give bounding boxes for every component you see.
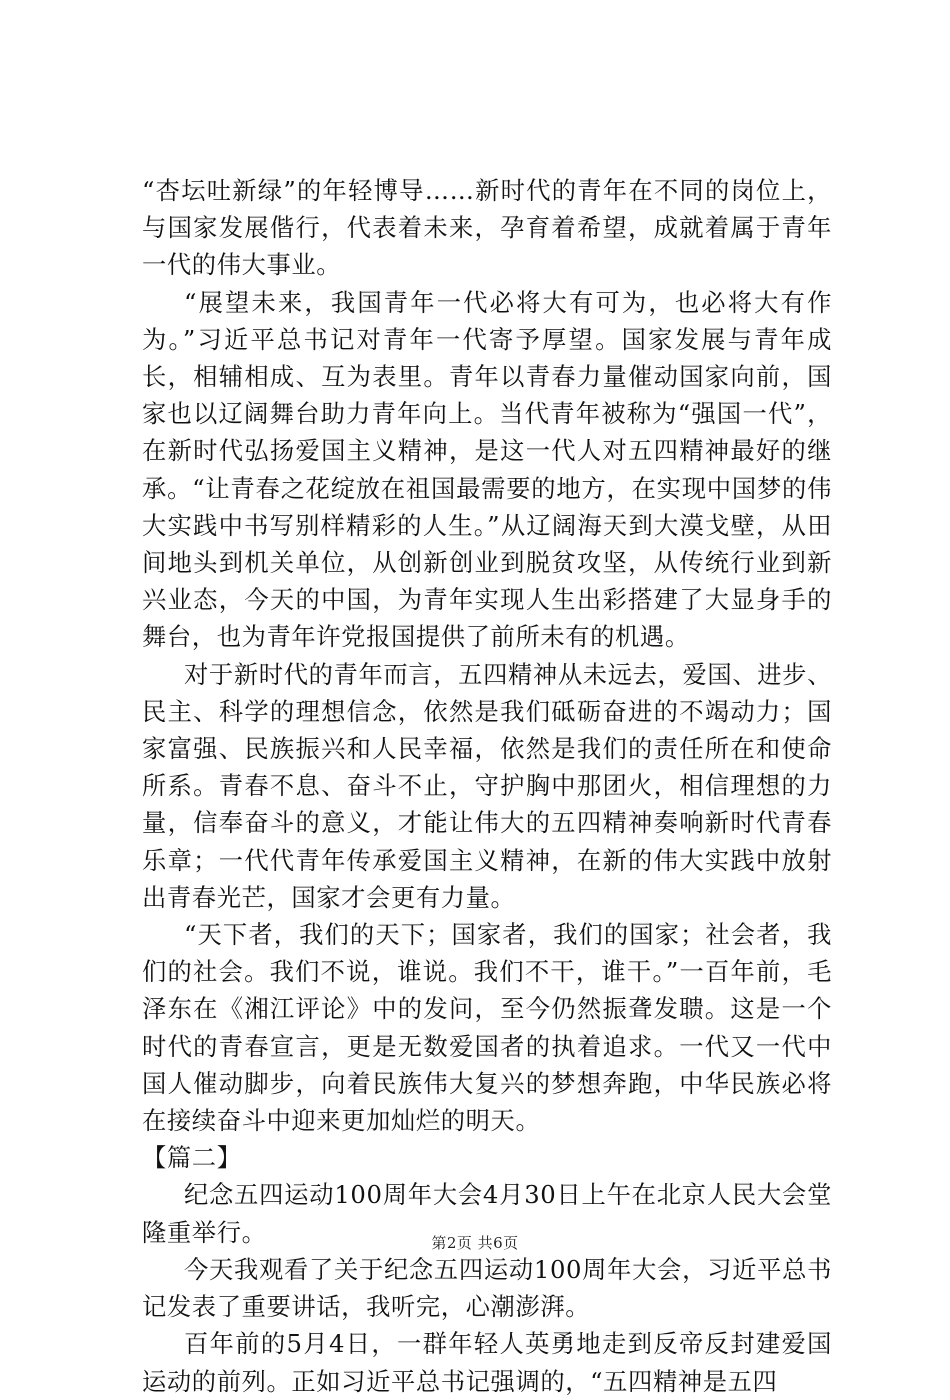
- page-footer: 第2页 共6页: [431, 1234, 519, 1252]
- paragraph: 百年前的5月4日，一群年轻人英勇地走到反帝反封建爱国运动的前列。正如习近平总书记强调的，“五四精神是五四: [142, 1329, 832, 1396]
- paragraph: 今天我观看了关于纪念五四运动100周年大会，习近平总书记发表了重要讲话，我听完，心潮澎湃。: [142, 1254, 832, 1322]
- paragraph: 纪念五四运动100周年大会4月30日上午在北京人民大会堂隆重举行。: [142, 1180, 832, 1247]
- paragraph-continuation: “杏坛吐新绿”的年轻博导……新时代的青年在不同的岗位上，与国家发展偕行，代表着未来，孕育着希望，成就着属于青年一代的伟大事业。: [142, 176, 832, 280]
- paragraph: 对于新时代的青年而言，五四精神从未远去，爱国、进步、民主、科学的理想信念，依然是我们砥砺奋进的不竭动力；国家富强、民族振兴和人民幸福，依然是我们的责任所在和使命所系。青春不息、奋斗不止，守护胸中那团火，相信理想的力量，信奉奋斗的意义，才能让伟大的五四精神奏响新时代青春乐章；一代代青年传承爱国主义精神，在新的伟大实践中放射出青春光芒，国家才会更有力量。: [142, 659, 832, 912]
- paragraph: “展望未来，我国青年一代必将大有可为，也必将大有作为。”习近平总书记对青年一代寄予厚望。国家发展与青年成长，相辅相成、互为表里。青年以青春力量催动国家向前，国家也以辽阔舞台助力青年向上。当代青年被称为“强国一代”，在新时代弘扬爱国主义精神，是这一代人对五四精神最好的继承。“让青春之花绽放在祖国最需要的地方，在实现中国梦的伟大实践中书写别样精彩的人生。”从辽阔海天到大漠戈壁，从田间地头到机关单位，从创新创业到脱贫攻坚，从传统行业到新兴业态，今天的中国，为青年实现人生出彩搭建了大显身手的舞台，也为青年许党报国提供了前所未有的机遇。: [142, 287, 832, 652]
- section-heading: 【篇二】: [142, 1143, 242, 1173]
- document-body: [142, 172, 832, 1400]
- paragraph: “天下者，我们的天下；国家者，我们的国家；社会者，我们的社会。我们不说，谁说。我们不干，谁干。”一百年前，毛泽东在《湘江评论》中的发问，至今仍然振聋发聩。这是一个时代的青春宣言，更是无数爱国者的执着追求。一代又一代中国人催动脚步，向着民族伟大复兴的梦想奔跑，中华民族必将在接续奋斗中迎来更加灿烂的明天。: [142, 920, 832, 1136]
